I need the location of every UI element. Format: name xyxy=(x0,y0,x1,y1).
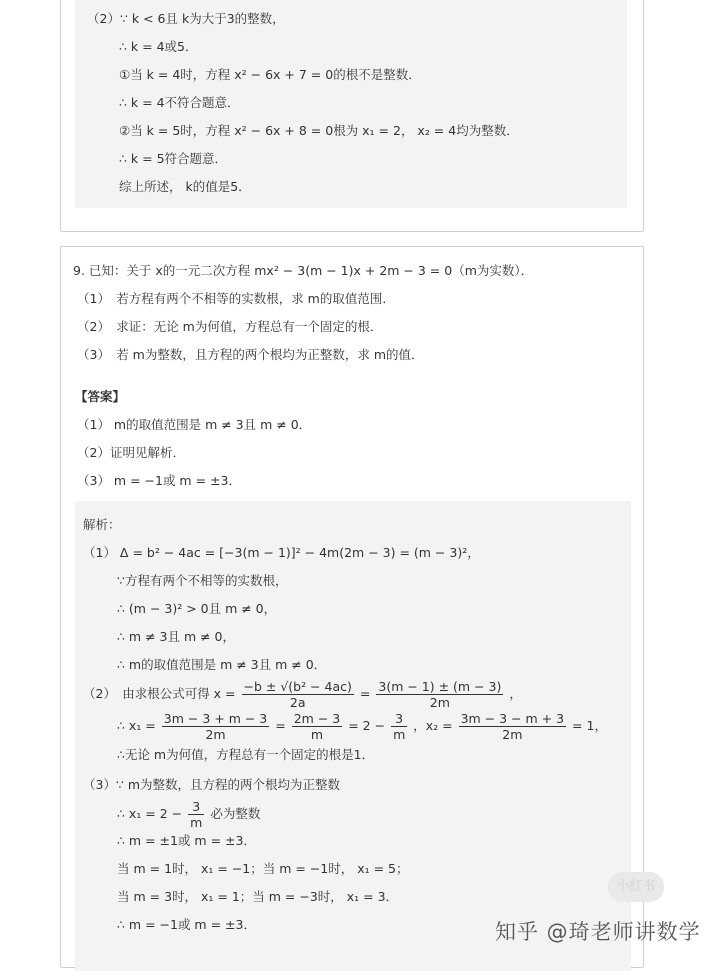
fraction-denominator: m xyxy=(310,727,324,742)
solution-line-5: ∴ m的取值范围是 m ≠ 3且 m ≠ 0． xyxy=(117,657,327,672)
analysis-label: 解析： xyxy=(83,517,121,532)
problem-9-card xyxy=(60,246,644,968)
fraction-numerator: 3m − 3 − m + 3 xyxy=(460,711,565,726)
fraction-numerator: 3 xyxy=(188,799,204,815)
fraction xyxy=(459,711,566,742)
problem-stem: 9. 已知：关于 x的一元二次方程 mx² − 3(m − 1)x + 2m − 3 = 0（m为实数）． xyxy=(73,263,534,278)
solution-line-8: ∴无论 m为何值，方程总有一个固定的根是1． xyxy=(117,747,375,762)
solution-line-10 xyxy=(117,799,260,830)
prev-line-3: ①当 k = 4时，方程 x² − 6x + 7 = 0的根不是整数． xyxy=(119,67,421,82)
fraction-denominator: 2a xyxy=(289,695,306,710)
formula-tail: 必为整数 xyxy=(210,806,261,821)
fraction-denominator: m xyxy=(190,815,203,830)
fraction xyxy=(391,711,407,742)
answer-label: 【答案】 xyxy=(75,389,126,404)
solution-line-6 xyxy=(83,679,522,710)
solution-line-1: （1） Δ = b² − 4ac = [−3(m − 1)]² − 4m(2m − 3) = (m − 3)²， xyxy=(83,545,480,560)
solution-line-4: ∴ m ≠ 3且 m ≠ 0， xyxy=(117,629,235,644)
fraction-denominator: 2m xyxy=(205,727,226,742)
solution-line-2: ∵方程有两个不相等的实数根， xyxy=(117,573,288,588)
fraction-denominator: m xyxy=(393,727,406,742)
fraction-numerator: 2m − 3 xyxy=(293,711,341,726)
fraction-numerator: 3 xyxy=(391,711,407,727)
prev-line-5: ②当 k = 5时，方程 x² − 6x + 8 = 0根为 x₁ = 2， x₂ = 4均为整数． xyxy=(119,123,519,138)
formula-tail: = 1， xyxy=(572,718,607,733)
fraction-numerator: 3m − 3 + m − 3 xyxy=(163,711,268,726)
prev-line-2: ∴ k = 4或5． xyxy=(119,39,198,54)
solution-line-14: ∴ m = −1或 m = ±3． xyxy=(117,917,256,932)
xiaohongshu-logo-watermark: 小红书 xyxy=(608,872,664,902)
fraction-denominator: 2m xyxy=(429,695,450,710)
prev-line-1: （2）∵ k < 6且 k为大于3的整数， xyxy=(87,11,285,26)
prev-line-4: ∴ k = 4不符合题意． xyxy=(119,95,240,110)
fraction xyxy=(242,679,354,710)
formula-middle: = 2 − xyxy=(348,718,386,733)
question-3: （3） 若 m为整数，且方程的两个根均为正整数，求 m的值． xyxy=(77,347,424,362)
answer-3: （3） m = −1或 m = ±3． xyxy=(77,473,241,488)
prev-line-6: ∴ k = 5符合题意． xyxy=(119,151,228,166)
formula-prefix: ∴ x₁ = xyxy=(117,718,156,733)
fraction xyxy=(292,711,343,742)
solution-line-13: 当 m = 3时， x₁ = 1；当 m = −3时， x₁ = 3． xyxy=(117,889,399,904)
equals-sign: = xyxy=(275,718,286,733)
fraction-denominator: 2m xyxy=(502,727,523,742)
equals-sign: = xyxy=(359,686,371,701)
formula-tail: ， xyxy=(509,686,522,701)
question-2: （2） 求证：无论 m为何值，方程总有一个固定的根． xyxy=(77,319,383,334)
solution-line-12: 当 m = 1时， x₁ = −1；当 m = −1时， x₁ = 5； xyxy=(117,861,409,876)
fraction xyxy=(162,711,269,742)
previous-solution-card xyxy=(60,0,644,232)
question-1: （1） 若方程有两个不相等的实数根，求 m的取值范围． xyxy=(77,291,395,306)
formula-prefix: ∴ x₁ = 2 − xyxy=(117,806,183,821)
solution-line-11: ∴ m = ±1或 m = ±3． xyxy=(117,833,256,848)
formula-x2: ，x₂ = xyxy=(413,718,453,733)
answer-2: （2）证明见解析． xyxy=(77,445,185,460)
prev-line-7: 综上所述， k的值是5． xyxy=(119,179,251,194)
formula-prefix: （2） 由求根公式可得 x = xyxy=(83,686,236,701)
solution-line-3: ∴ (m − 3)² > 0且 m ≠ 0， xyxy=(117,601,277,616)
fraction xyxy=(188,799,204,830)
answer-1: （1） m的取值范围是 m ≠ 3且 m ≠ 0． xyxy=(77,417,312,432)
solution-line-9: （3）∵ m为整数，且方程的两个根均为正整数 xyxy=(83,777,341,792)
fraction-numerator: 3(m − 1) ± (m − 3) xyxy=(378,679,502,694)
zhihu-watermark: 知乎 @琦老师讲数学 xyxy=(495,920,701,944)
fraction-numerator: −b ± √(b² − 4ac) xyxy=(243,679,352,694)
solution-line-7 xyxy=(117,711,607,742)
fraction xyxy=(376,679,503,710)
